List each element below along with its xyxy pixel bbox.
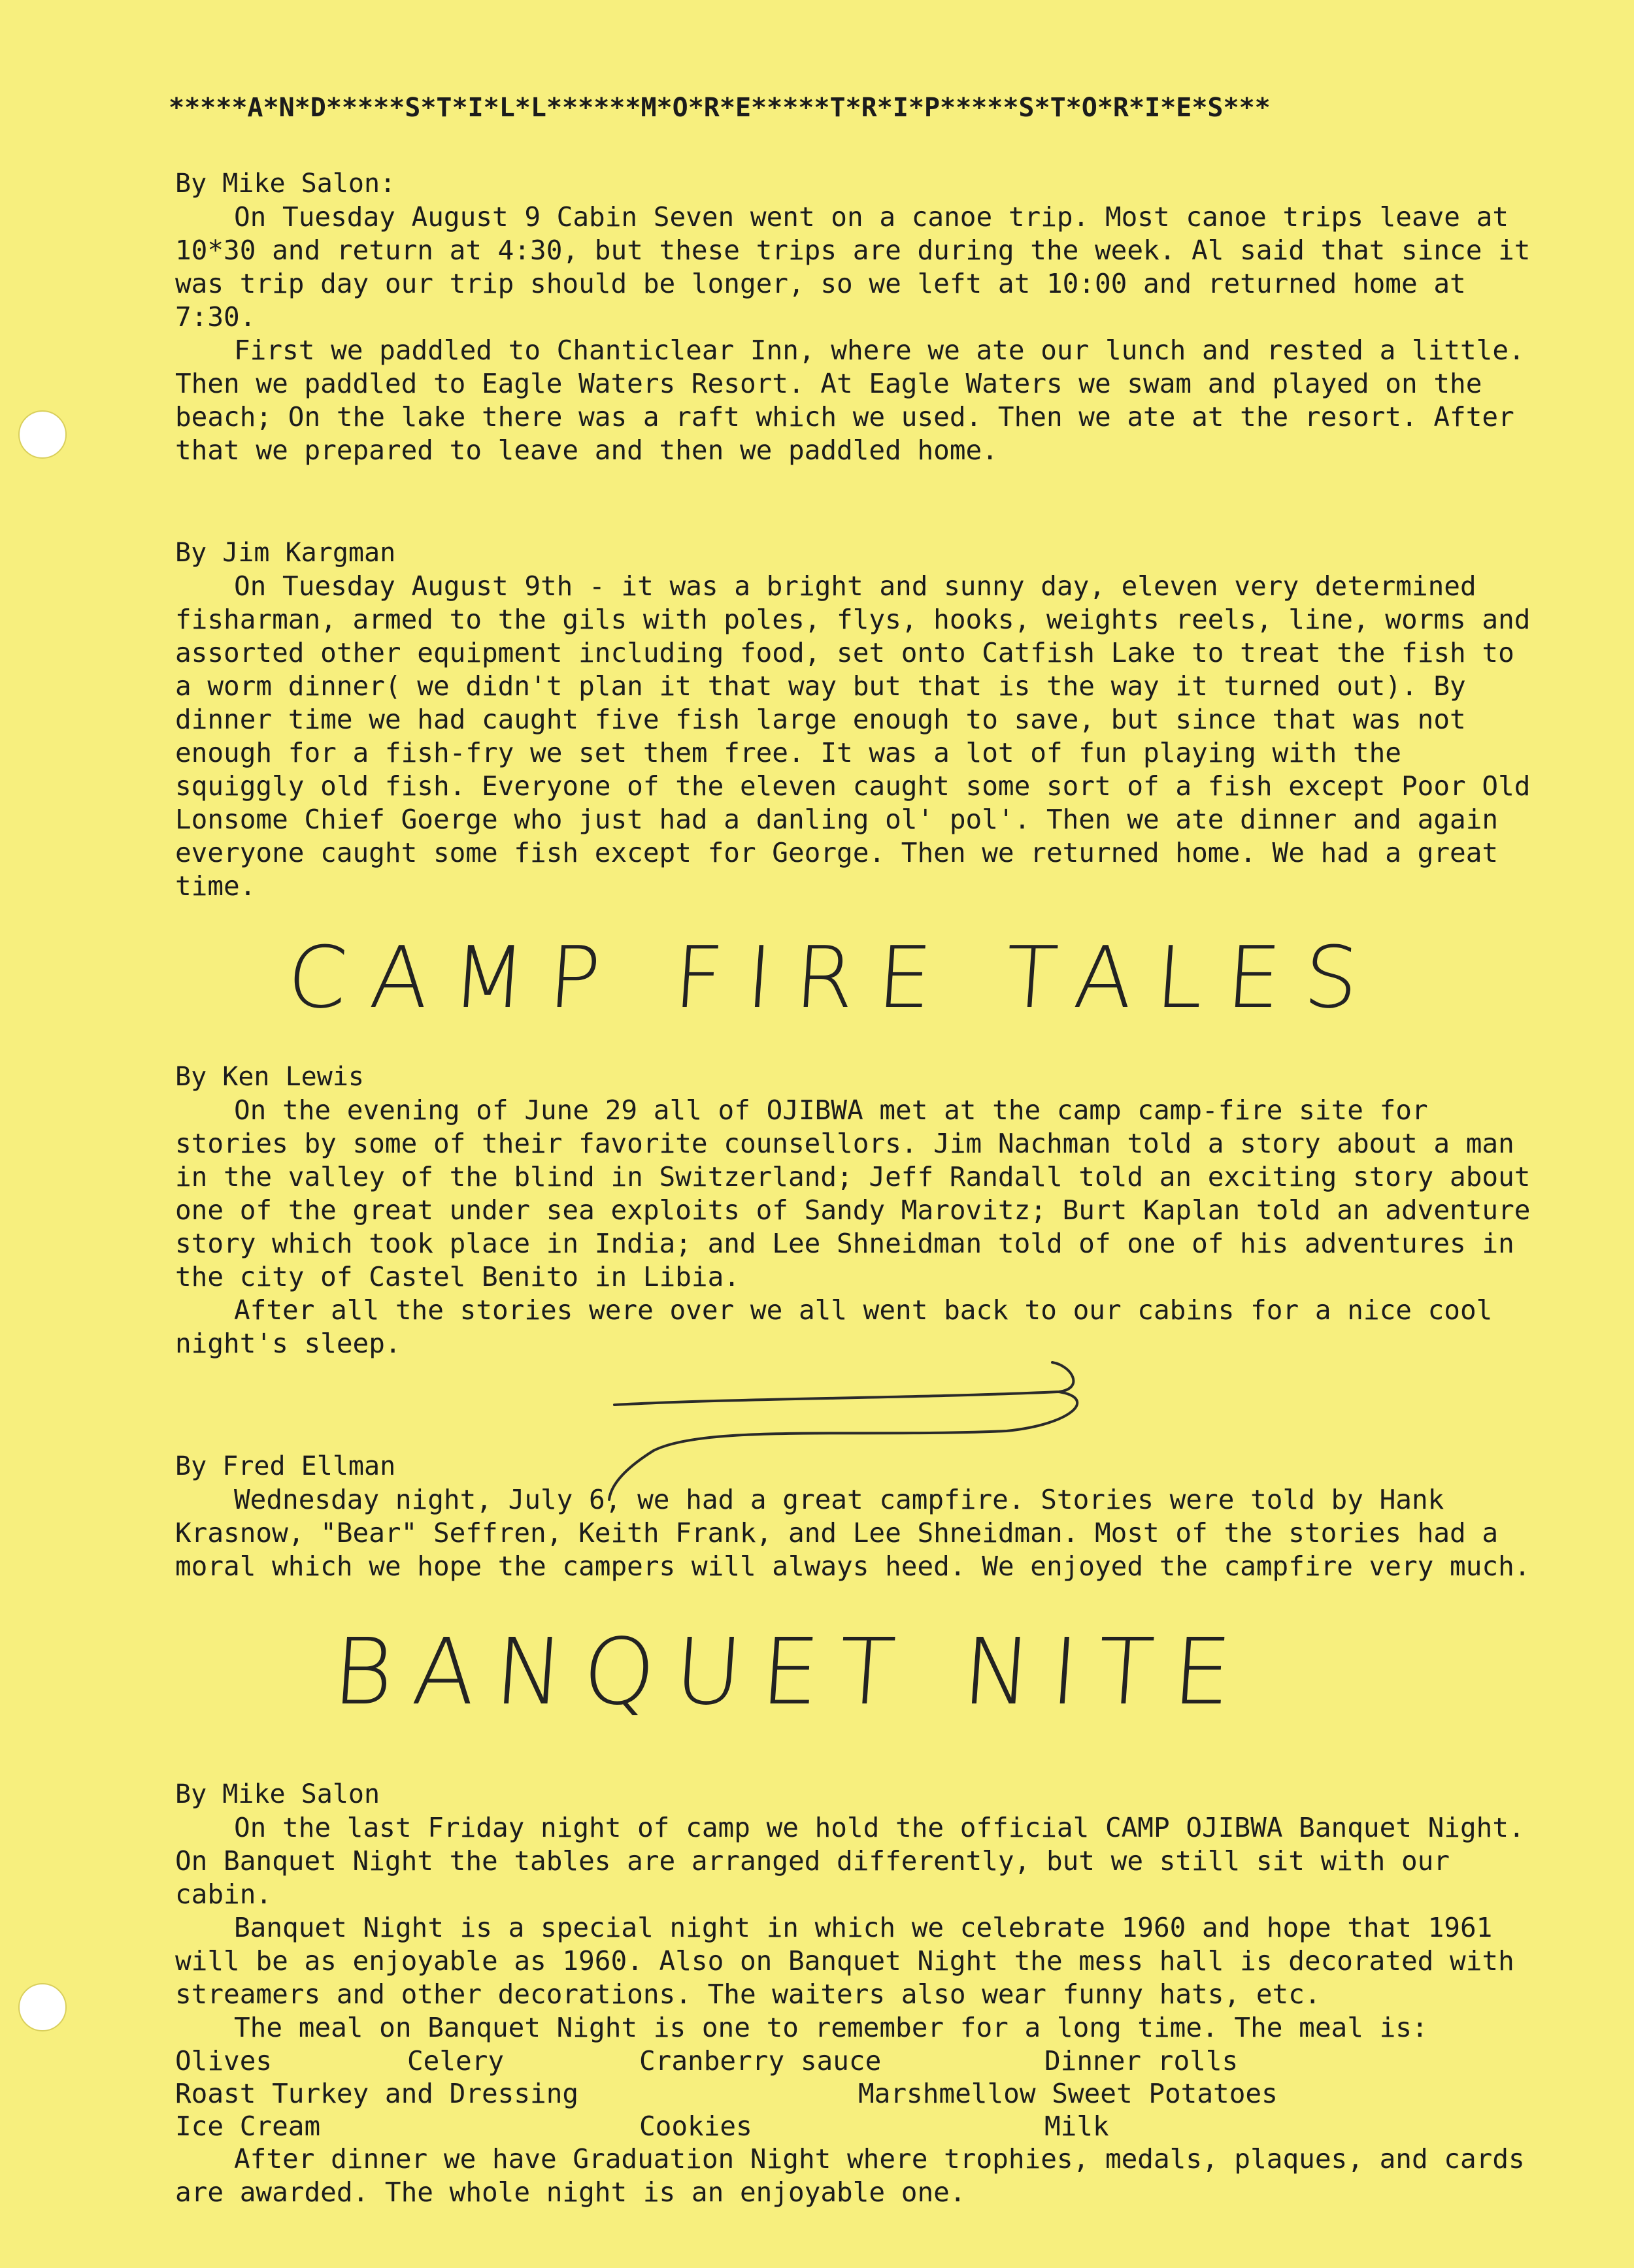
article-campfire-july: [175, 1449, 1535, 1583]
byline: By Mike Salon:: [175, 169, 396, 199]
menu-item: Roast Turkey and Dressing: [175, 2078, 579, 2109]
menu-item: Marshmellow Sweet Potatoes: [858, 2078, 1278, 2109]
paragraph: After all the stories were over we all went back to our cabins for a nice cool night's sleep.: [175, 1294, 1493, 1359]
byline: By Ken Lewis: [175, 1062, 364, 1092]
paragraph: On the last Friday night of camp we hold the official CAMP OJIBWA Banquet Night. On Banquet Night the tables are arranged differently, but we still sit with our cabin.: [175, 1812, 1525, 1910]
menu-row: [175, 2110, 1535, 2143]
byline: By Fred Ellman: [175, 1451, 396, 1481]
menu-item: Celery: [407, 2045, 505, 2077]
paragraph: Wednesday night, July 6, we had a great campfire. Stories were told by Hank Krasnow, "Bear" Seffren, Keith Frank, and Lee Shneidman. Most of the stories had a moral which we hope the campers will always heed. We enjoyed the campfire very much.: [175, 1484, 1531, 1582]
handwritten-title-banquet: BANQUET NITE: [329, 1619, 1255, 1726]
byline: By Jim Kargman: [175, 538, 396, 568]
menu-item: Milk: [1044, 2111, 1109, 2142]
menu-row: [175, 2077, 1535, 2110]
byline: By Mike Salon: [175, 1779, 380, 1809]
paragraph: Banquet Night is a special night in which we celebrate 1960 and hope that 1961 will be as enjoyable as 1960. Also on Banquet Night the mess hall is decorated with streamers and other decorations. The waiters also wear funny hats, etc.: [175, 1912, 1514, 2010]
menu-row: [175, 2045, 1535, 2077]
banquet-menu: [175, 2045, 1535, 2143]
punch-hole-top: [18, 410, 67, 459]
menu-item: Olives: [175, 2045, 273, 2077]
menu-item: Dinner rolls: [1044, 2045, 1239, 2077]
page-header: *****A*N*D*****S*T*I*L*L******M*O*R*E*****T*R*I*P*****S*T*O*R*I*E*S***: [169, 93, 1271, 123]
menu-item: Cookies: [639, 2111, 752, 2142]
article-canoe-trip: [175, 167, 1535, 467]
article-banquet: [175, 1777, 1535, 2209]
paragraph: On Tuesday August 9th - it was a bright and sunny day, eleven very determined fisharman, armed to the gils with poles, flys, hooks, weights reels, line, worms and assorted other equipment including food, set onto Catfish Lake to treat the fish to a worm dinner( we didn't plan it that way but that is the way it turned out). By dinner time we had caught five fish large enough to save, but since that was not enough for a fish-fry we set them free. It was a lot of fun playing with the squiggly old fish. Everyone of the eleven caught some sort of a fish except Poor Old Lonsome Chief Goerge who just had a danling ol' pol'. Then we ate dinner and again everyone caught some fish except for George. Then we returned home. We had a great time.: [175, 570, 1531, 902]
paragraph: On Tuesday August 9 Cabin Seven went on a canoe trip. Most canoe trips leave at 10*30 and return at 4:30, but these trips are during the week. Al said that since it was trip day our trip should be longer, so we left at 10:00 and returned home at 7:30.: [175, 201, 1531, 333]
paragraph: On the evening of June 29 all of OJIBWA met at the camp camp-fire site for stories by some of their favorite counsellors. Jim Nachman told a story about a man in the valley of the blind in Switzerland; Jeff Randall told an exciting story about one of the great under sea exploits of Sandy Marovitz; Burt Kaplan told an adventure story which took place in India; and Lee Shneidman told of one of his adventures in the city of Castel Benito in Libia.: [175, 1094, 1531, 1292]
article-fishing-trip: [175, 536, 1535, 903]
paragraph: The meal on Banquet Night is one to remember for a long time. The meal is:: [234, 2012, 1428, 2043]
article-campfire-june: [175, 1060, 1535, 1360]
punch-hole-bottom: [18, 1983, 67, 2031]
menu-item: Cranberry sauce: [639, 2045, 882, 2077]
paragraph: After dinner we have Graduation Night where trophies, medals, plaques, and cards are awarded. The whole night is an enjoyable one.: [175, 2143, 1525, 2208]
paragraph: First we paddled to Chanticlear Inn, where we ate our lunch and rested a little. Then we paddled to Eagle Waters Resort. At Eagle Waters we swam and played on the beach; On the lake there was a raft which we used. Then we ate at the resort. After that we prepared to leave and then we paddled home.: [175, 335, 1525, 466]
handwritten-title-campfire: CAMP FIRE TALES: [284, 928, 1386, 1027]
menu-item: Ice Cream: [175, 2111, 321, 2142]
